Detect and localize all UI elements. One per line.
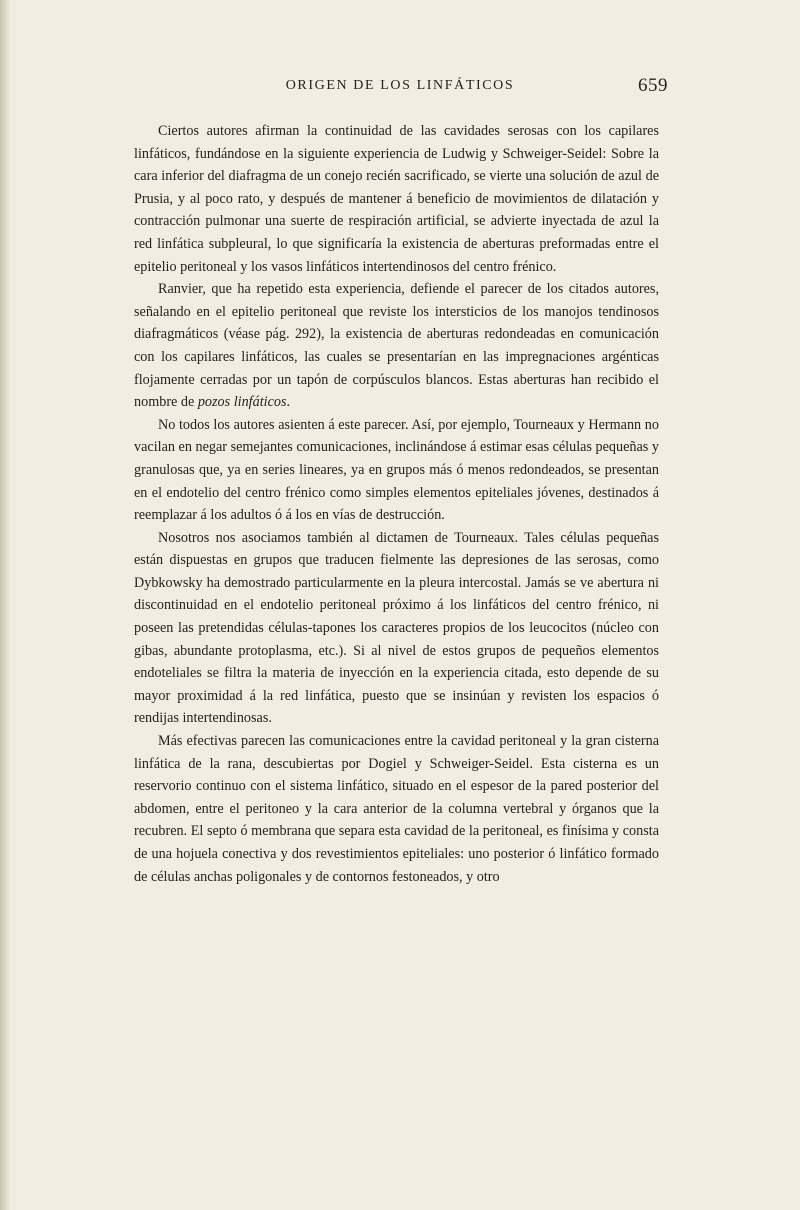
page-number: 659: [638, 75, 668, 96]
paragraph-2-end: .: [286, 394, 291, 411]
paragraph-3: No todos los autores asienten á este parecer. Así, por ejemplo, Tourneaux y Hermann no vacilan en negar semejantes comunicaciones, inclinándose á estimar esas células pequeñas y granulosas que, ya en series lineares, ya en grupos más ó menos redondeados, se presentan en el endotelio del centro frénico como simples elementos epiteliales jóvenes, destinados á reemplazar á los adultos ó á los en vías de destrucción.: [134, 416, 659, 524]
paragraph-2-text: Ranvier, que ha repetido esta experiencia, defiende el parecer de los citados autores, señalando en el epitelio peritoneal que reviste los intersticios de los manojos tendinosos diafragmáticos (véase pág. 292), la existencia de aberturas redondeadas en comunicación con los capilares linfáticos, las cuales se presentarían en las impregnaciones argénticas flojamente cerradas por un tapón de corpúsculos blancos. Estas aberturas han recibido el nombre de: [134, 281, 659, 411]
paragraph-2: [134, 278, 659, 414]
pozos-linfaticos-term: pozos linfáticos: [197, 394, 287, 411]
paragraph-4: Nosotros nos asociamos también al dictamen de Tourneaux. Tales células pequeñas están dispuestas en grupos que traducen fielmente las depresiones de las serosas, como Dybkowsky ha demostrado particularmente en la pleura intercostal. Jamás se ve abertura ni discontinuidad en el endotelio peritoneal próximo á los linfáticos del centro frénico, ni poseen las pretendidas células-tapones los caracteres propios de los leucocitos (núcleo con gibas, abundante protoplasma, etc.). Si al nivel de estos grupos de pequeños elementos endoteliales se filtra la materia de inyección en la experiencia citada, esto depende de su mayor proximidad á la red linfática, puesto que se insinúan y revisten los espacios ó rendijas intertendinosas.: [134, 529, 659, 727]
body-text: [134, 120, 659, 888]
running-head: [0, 75, 800, 100]
paragraph-1: Ciertos autores afirman la continuidad de las cavidades serosas con los capilares linfáticos, fundándose en la siguiente experiencia de Ludwig y Schweiger-Seidel: Sobre la cara inferior del diafragma de un conejo recién sacrificado, se vierte una solución de azul de Prusia, y al poco rato, y después de mantener á beneficio de movimientos de dilatación y contracción pulmonar una suerte de respiración artificial, se advierte inyectada de azul la red linfática subpleural, lo que significaría la existencia de aberturas preformadas entre el epitelio peritoneal y los vasos linfáticos intertendinosos del centro frénico.: [134, 123, 659, 275]
paragraph-5: Más efectivas parecen las comunicaciones entre la cavidad peritoneal y la gran cisterna linfática de la rana, descubiertas por Dogiel y Schweiger-Seidel. Esta cisterna es un reservorio continuo con el sistema linfático, situado en el espesor de la pared posterior del abdomen, entre el peritoneo y la cara anterior de la columna vertebral y órganos que la recubren. El septo ó membrana que separa esta cavidad de la peritoneal, es finísima y consta de una hojuela conectiva y dos revestimientos epiteliales: uno posterior ó linfático formado de células anchas poligonales y de contornos festoneados, y otro: [134, 733, 659, 885]
running-title: ORIGEN DE LOS LINFÁTICOS: [285, 78, 515, 93]
page-binding-edge: [0, 0, 10, 1210]
